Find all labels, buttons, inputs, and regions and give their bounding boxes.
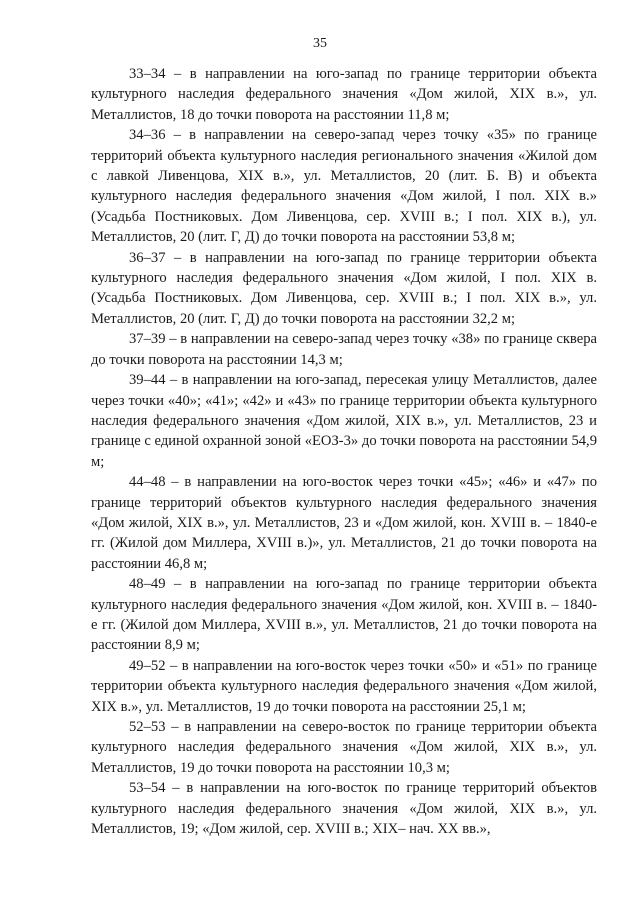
document-body xyxy=(91,64,597,839)
paragraph-39-44: 39–44 – в направлении на юго-запад, пересекая улицу Металлистов, далее через точки «40»; «41»; «42» и «43» по границе территории объекта культурного наследия федерального значения «Дом жилой, XIX в.», ул. Металлистов, 23 и границе с единой охранной зоной «ЕОЗ-3» до точки поворота на расстоянии 54,9 м; xyxy=(91,372,597,470)
paragraph-44-48: 44–48 – в направлении на юго-восток через точки «45»; «46» и «47» по границе территорий объектов культурного наследия федерального значения «Дом жилой, XIX в.», ул. Металлистов, 23 и «Дом жилой, кон. XVIII в. – 1840-е гг. (Жилой дом Миллера, XVIII в.)», ул. Металлистов, 21 до точки поворота на расстоянии 46,8 м; xyxy=(91,474,597,572)
paragraph-49-52: 49–52 – в направлении на юго-восток через точки «50» и «51» по границе территории объекта культурного наследия федерального значения «Дом жилой, XIX в.», ул. Металлистов, 19 до точки поворота на расстоянии 25,1 м; xyxy=(91,657,597,715)
page-number: 35 xyxy=(313,36,327,51)
paragraph-36-37: 36–37 – в направлении на юго-запад по границе территории объекта культурного наследия федерального значения «Дом жилой, I пол. XIX в. (Усадьба Постниковых. Дом Ливенцова, сер. XVIII в.; I пол. XIX в.», ул. Металлистов, 20 (лит. Г, Д) до точки поворота на расстоянии 32,2 м; xyxy=(91,249,597,327)
paragraph-48-49: 48–49 – в направлении на юго-запад по границе территории объекта культурного наследия федерального значения «Дом жилой, кон. XVIII в. – 1840-е гг. (Жилой дом Миллера, XVIII в.», ул. Металлистов, 21 до точки поворота на расстоянии 8,9 м; xyxy=(91,576,597,654)
paragraph-34-36: 34–36 – в направлении на северо-запад через точку «35» по границе территорий объекта культурного наследия регионального значения «Жилой дом с лавкой Ливенцова, XIX в.», ул. Металлистов, 20 (лит. Б. В) и объекта культурного наследия федерального значения «Дом жилой, I пол. XIX в.» (Усадьба Постниковых. Дом Ливенцова, сер. XVIII в.; I пол. XIX в.), ул. Металлистов, 20 (лит. Г, Д) до точки поворота на расстоянии 53,8 м; xyxy=(91,127,597,246)
paragraph-37-39: 37–39 – в направлении на северо-запад через точку «38» по границе сквера до точки поворота на расстоянии 14,3 м; xyxy=(91,331,597,368)
paragraph-52-53: 52–53 – в направлении на северо-восток по границе территории объекта культурного наследия федерального значения «Дом жилой, XIX в.», ул. Металлистов, 19 до точки поворота на расстоянии 10,3 м; xyxy=(91,719,597,776)
paragraph-53-54: 53–54 – в направлении на юго-восток по границе территорий объектов культурного наследия федерального значения «Дом жилой, XIX в.», ул. Металлистов, 19; «Дом жилой, сер. XVIII в.; XIX– нач. XX вв.», xyxy=(91,780,597,838)
paragraph-33-34: 33–34 – в направлении на юго-запад по границе территории объекта культурного наследия федерального значения «Дом жилой, XIX в.», ул. Металлистов, 18 до точки поворота на расстоянии 11,8 м; xyxy=(91,66,597,123)
